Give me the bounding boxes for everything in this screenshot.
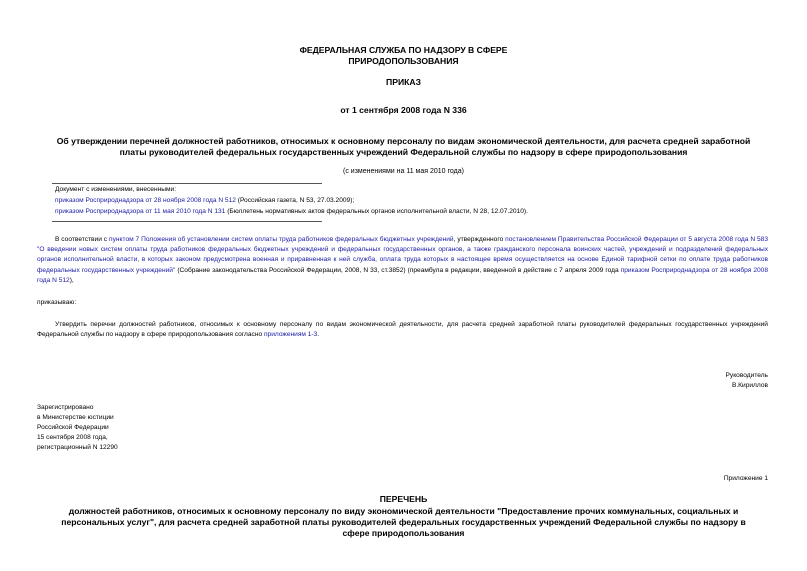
registration-line2: в Министерстве юстиции bbox=[37, 414, 114, 421]
preamble-text-3: (Собрание законодательства Российской Федерации, 2008, N 33, ст.3852) (преамбула в редакции, введенной в действие с 7 апреля 2009 года bbox=[175, 266, 621, 274]
revision-note: (с изменениями на 11 мая 2010 года) bbox=[343, 168, 464, 175]
agency-name-line2: ПРИРОДОПОЛЬЗОВАНИЯ bbox=[348, 56, 459, 66]
preamble-text-4: ), bbox=[69, 276, 74, 284]
order-word: приказываю: bbox=[37, 299, 77, 306]
appendix-title-line3: сфере природопользования bbox=[342, 528, 465, 538]
amendments-top-rule bbox=[52, 183, 322, 184]
signature-role: Руководитель bbox=[725, 372, 768, 379]
document-date-number: от 1 сентября 2008 года N 336 bbox=[340, 105, 467, 115]
document-title-line2: платы руководителей федеральных государственных учреждений Федеральной службы по надзору в сфере природопользования bbox=[119, 147, 688, 157]
appendix-title-line1: должностей работников, относимых к основному персоналу по виду экономической деятельности "Предоставление прочих коммунальных, социальных и bbox=[68, 506, 739, 516]
registration-line4: 15 сентября 2008 года, bbox=[37, 434, 108, 441]
preamble-paragraph bbox=[37, 235, 768, 286]
approve-text: Утвердить перечни должностей работников, относимых к основному персоналу по видам экономической деятельности, для расчета средней заработной платы руководителей федеральных государственных учреждений Федеральной службы по надзору в сфере природопользования согласно bbox=[37, 321, 768, 339]
amendments-intro: Документ с изменениями, внесенными: bbox=[55, 186, 177, 193]
preamble-text-1: В соответствии с bbox=[55, 236, 110, 243]
amendments-bottom-rule bbox=[52, 221, 322, 222]
amendment-item-2 bbox=[55, 207, 755, 217]
appendix-label: Приложение 1 bbox=[723, 475, 768, 482]
preamble-link-regulation[interactable]: пунктом 7 Положения об установлении систем оплаты труда работников федеральных бюджетных учреждений bbox=[109, 236, 454, 243]
appendix-title-line2: персональных услуг", для расчета средней заработной платы руководителей федеральных государственных учреждений Федеральной службы по надзору в bbox=[61, 517, 746, 527]
approve-paragraph bbox=[37, 320, 768, 340]
amendment-link-2[interactable]: приказом Росприроднадзора от 11 мая 2010 года N 131 bbox=[55, 208, 226, 215]
approve-end: . bbox=[317, 331, 320, 339]
preamble-link-order-512[interactable]: приказом Росприроднадзора от 28 ноября 2008 года N 512 bbox=[37, 266, 768, 284]
amendment-item-1 bbox=[55, 196, 755, 206]
preamble-text-2: , утвержденного bbox=[453, 236, 506, 243]
signature-name: В.Кириллов bbox=[731, 382, 768, 389]
registration-line3: Российской Федерации bbox=[37, 424, 109, 431]
registration-line5: регистрационный N 12290 bbox=[37, 444, 118, 451]
registration-line1: Зарегистрировано bbox=[37, 404, 94, 411]
amendment-source-1: (Российская газета, N 53, 27.03.2009); bbox=[235, 197, 355, 204]
document-title-line1: Об утверждении перечней должностей работников, относимых к основному персоналу по видам экономической деятельности, для расчета средней заработной bbox=[56, 136, 751, 146]
appendices-link[interactable]: приложениям 1-3 bbox=[263, 331, 318, 339]
amendment-source-2: (Бюллетень нормативных актов федеральных органов исполнительной власти, N 28, 12.07.2010). bbox=[225, 208, 528, 215]
amendment-link-1[interactable]: приказом Росприроднадзора от 28 ноября 2008 года N 512 bbox=[55, 197, 236, 204]
agency-name-line1: ФЕДЕРАЛЬНАЯ СЛУЖБА ПО НАДЗОРУ В СФЕРЕ bbox=[299, 45, 508, 55]
document-type: ПРИКАЗ bbox=[386, 77, 421, 87]
preamble-link-government-decree[interactable]: постановлением Правительства Российской Федерации от 5 августа 2008 года N 583 "О введении новых систем оплаты труда работников федеральных бюджетных учреждений и федеральных государственных органов, а также гражданского персонала воинских частей, учреждений и подразделений федеральных органов исполнительной власти, в которых законом предусмотрена военная и приравненная к ней служба, оплата труда которых в настоящее время осуществляется на основе Единой тарифной сетки по оплате труда работников федеральных государственных учреждений" bbox=[37, 236, 769, 274]
appendix-heading: ПЕРЕЧЕНЬ bbox=[379, 494, 428, 504]
